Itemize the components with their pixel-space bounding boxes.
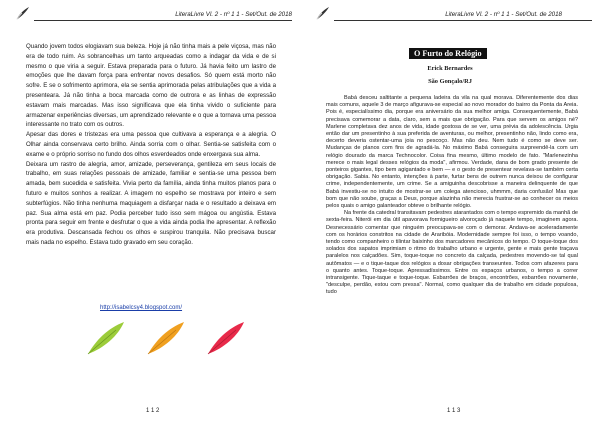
paragraph: Babá desceu saltitante a pequena ladeira da vila na qual morava. Diferentemente dos dias mais comuns, aquele 3 de março afigurava-se especial ao novo morador do bairro da Ponta da Areia. Pois é, especialíssimo dia, porque era aniversário da sua melhor amiga. Consequentemente, Babá precisava comemorar a data, claro, sem a mais que obrigação. Para que servem os amigos né? Marlene completava dez anos de vida, idade gostosa de se ver, uma prévia da adolescência. Urgia então dar um presentinho à sua preferida de aventuras, ou melhor, presentinho não, lindo como era, decerto deveria ostentar-uma joia no pescoço. Mas não deu. Nem tudo é como se deve ser. Mudanças de planos com fins de agradá-la. No máximo Babá conseguira surpreendê-la com um relógio dourado da marca Technocolor. Coisa fina mesmo, último modelo de fato. "Marlenezinha merece o mais legal desses relógios da moda", afirmou. Verdade, dana de bom grado presente de ponteiros gigantes, tipo bem agigantado e bem — e o gesto de presentear revelava-se também certa obrigação. Sabia. No entanto, intenções à parte, furtar bens de outrem nunca deixou de configurar crime, independentemente, um crime. Se a amiguinha descobrisse a maneira delinquente de que Babá investiu-se no intuito de mostrar-se um colega atencioso, uhmmm, daria confusão! Mas que bom que não soube, graças a Deus, porque alazinha não merecia frustrar-se ao conhecer os meios pelos quais o amigo galanteador obteve o brilhante relógio. — [326, 95, 578, 210]
right-body-text — [326, 95, 578, 297]
decorative-leaves — [80, 318, 250, 358]
paragraph: Deixara um rastro de alegria, amor, amizade, perseverança, gentileza em seus locais de trabalho, em suas relações pessoais de amizade, familiar e sentia-se uma pessoa bem amada, bem sucedida e satisfeita. Vivia perto da família, ainda tinha muitos planos para o futuro e muitos sonhos a realizar. A imagem no espelho se mostrava por inteiro e sem subterfúgios. Não tinha nenhuma maquiagem a disfarçar nada e o resultado a deixava em paz. Sua alma está em paz. Podia perceber tudo isso sem mágoa ou angústia. Estava pronta para seguir em frente e desfrutar o que a vida ainda podia lhe apresentar. A reflexão era produtiva. Descansada fechou os olhos e suspirou tranquila. Não precisava buscar mais nada no espelho. Estava tudo gravado em seu coração. — [26, 160, 276, 246]
header-rule — [334, 20, 592, 21]
paragraph: Apesar das dores e tristezas era uma pessoa que cultivava a esperança e a alegria. O Olhar ainda conservava certo brilho. Ainda sorria com o olhar. Sentia-se satisfeita com o exame e o próprio sorriso no fundo dos olhos esverdeados onde enxergava sua alma. — [26, 131, 276, 158]
right-page — [300, 0, 600, 424]
quill-icon — [314, 6, 330, 22]
author-location: São Gonçalo/RJ — [428, 78, 472, 85]
header-rule — [34, 20, 292, 21]
left-header — [14, 8, 292, 22]
paragraph: Na frente da catedral transitavam pedestres atarantados com o tempo espremido da manhã de sexta-feira. Niterói em dia útil apavorava formigueiro alvoroçado já naquele tempo, imaginem agora. Desnecessário comentar que ninguém preocupava-se com o demorar. Andava-se aceleradamente com os horários constritos na cidade de Araribóia. Modernidade sempre foi isso, o tempo voando, tendo como companheiro o tilintar baixinho dos marcadores mecânicos do tempo. O toque-toque dos solados dos sapatos imprimiam o ritmo do trabalho urbano e urgente, gente e mais gente traçava paralelos nos calçadões. Sim, toque-toque no concreto da calçada, pedestres movendo-se tal qual autômatos — e o tique-taque dos relógios a dosar obrigações transeuntes. Todos com afazeres para o quanto antes. Toque-toque. Apressadíssimos. Entre os espaços urbanos, o tempo a correr intransigente. Tique-taque e toque-toque. Esbarrões de braços, encontrões, esbarrões novamente, "desculpe, perdão, estou com pressa". Normal, como qualquer dia de trabalho em cidade populosa, tudo — [326, 210, 578, 296]
page-number: 1 1 3 — [447, 408, 461, 414]
paragraph: Quando jovem todos elogiavam sua beleza. Hoje já não tinha mais a pele viçosa, mas não era de todo ruim. As sobrancelhas um tanto arqueadas como a indagar da vida e de si mesmo o que viria a seguir. Estava preparada para o futuro. Já havia feito um lastro de emoções que lhe davam força para enfrentar novos desafios. Só quem está morto não sofre. E se o sofrimento aprimora, ela se sentia aprimorada pelas atribulações que a vida a presenteara. Já não tinha a boca marcada como de outrora e as linhas de expressão estavam mais marcadas. Mas isso significava que ela tinha vivido o suficiente para armazenar experiências diversas, um aprendizado relevante e o que a tornava uma pessoa interessante no trato com os outros. — [26, 43, 276, 129]
left-body-text — [26, 42, 276, 248]
story-title: O Furto do Relógio — [409, 48, 487, 59]
header-title: LiteraLivre Vl. 2 - nº 1 1 - Set/Out. de 2018 — [175, 11, 292, 18]
header-title: LiteraLivre Vl. 2 - nº 1 1 - Set/Out. de 2018 — [445, 11, 562, 18]
quill-icon — [14, 6, 30, 22]
author-name: Erick Bernardes — [427, 65, 473, 72]
page-number: 1 1 2 — [146, 408, 160, 414]
right-header — [314, 8, 592, 22]
blog-link[interactable]: http://isabelcsy4.blogspot.com/ — [100, 305, 183, 311]
